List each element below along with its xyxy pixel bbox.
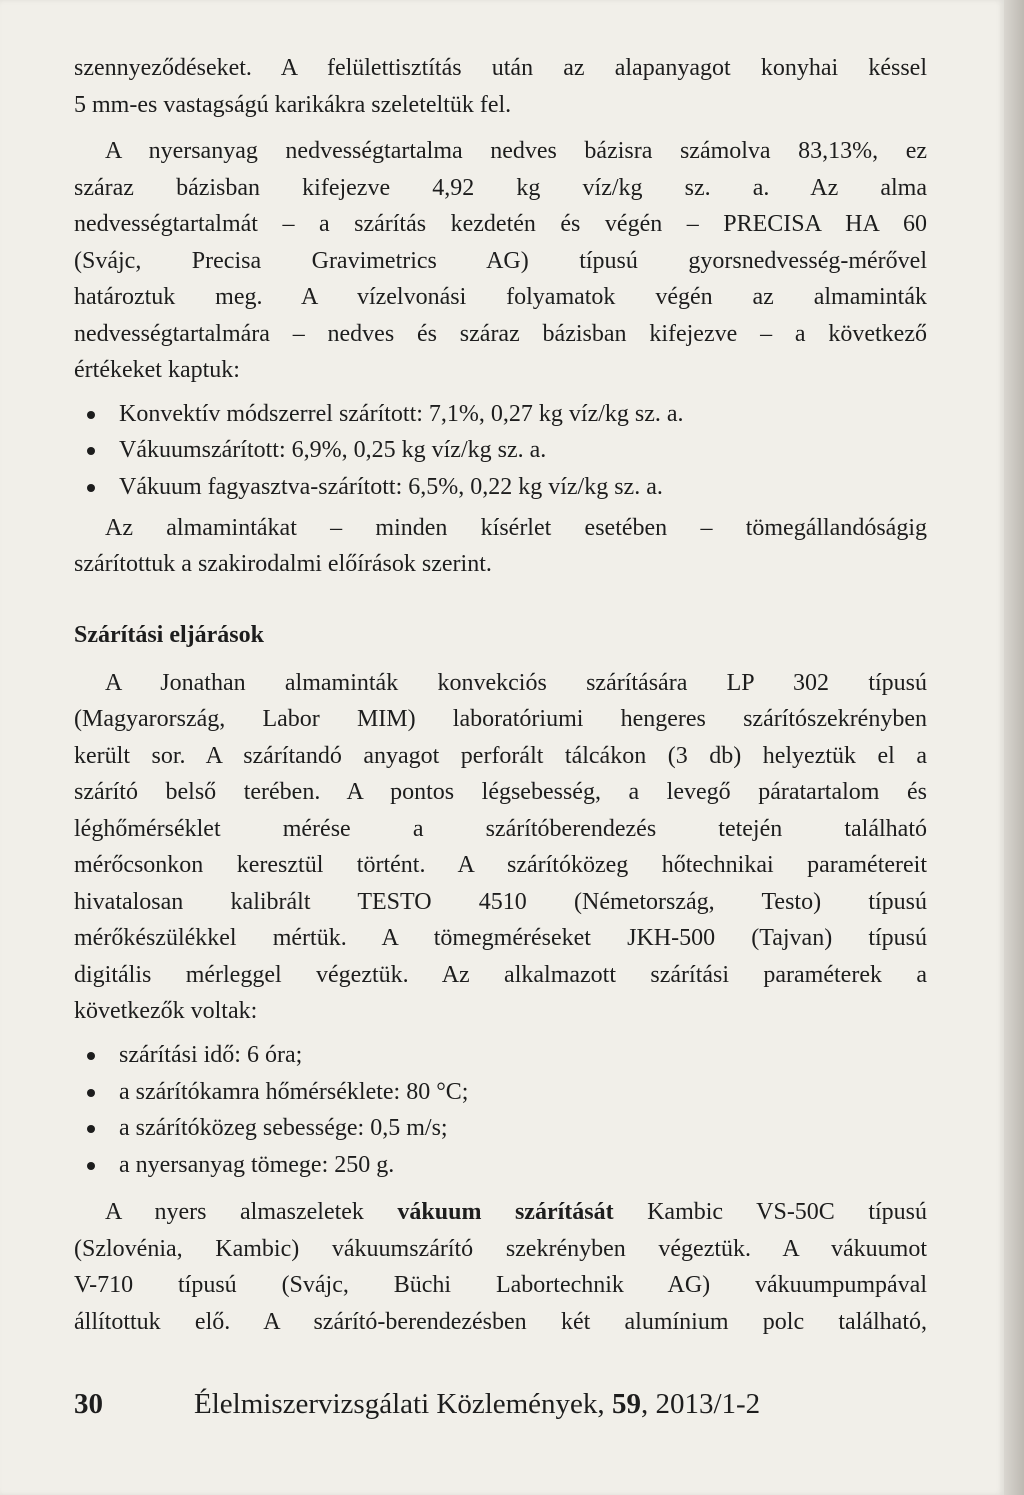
- p2-line-6: nedvességtartalmára – nedves és száraz bázisban kifejezve – a következő: [74, 320, 927, 347]
- bullet-icon: [87, 1089, 95, 1097]
- list-item-text: szárítási idő: 6 óra;: [119, 1041, 303, 1068]
- page-edge: [1004, 0, 1024, 1495]
- list-item: [74, 432, 927, 469]
- p2-line-4: (Svájc, Precisa Gravimetrics AG) típusú gyorsnedvesség-mérővel: [74, 247, 927, 274]
- list-item: [74, 1147, 927, 1184]
- journal-issue: , 2013/1-2: [640, 1388, 761, 1420]
- list-item-text: Vákuumszárított: 6,9%, 0,25 kg víz/kg sz. a.: [119, 437, 547, 464]
- page-number: 30: [74, 1388, 103, 1420]
- p4-line-6: mérőcsonkon keresztül történt. A szárítóközeg hőtechnikai paramétereit: [74, 852, 927, 879]
- bullet-icon: [87, 484, 95, 492]
- list-item: [74, 1037, 927, 1074]
- p5-line-1: [74, 1194, 927, 1231]
- list-item-text: a szárítóközeg sebessége: 0,5 m/s;: [119, 1115, 448, 1142]
- p4-line-9: digitális mérleggel végeztük. Az alkalmazott szárítási paraméterek a: [74, 961, 927, 988]
- p2-line-5: határoztuk meg. A vízelvonási folyamatok végén az almaminták: [74, 284, 927, 310]
- bullet-icon: [87, 447, 95, 455]
- p5-text-after: Kambic VS-50C típusú: [613, 1199, 927, 1226]
- bullet-icon: [87, 1162, 95, 1170]
- page-footer: [74, 1388, 927, 1421]
- p5-text-before: A nyers almaszeletek: [105, 1199, 398, 1226]
- journal-name: Élelmiszervizsgálati Közlemények,: [194, 1388, 612, 1420]
- journal-volume: 59: [611, 1388, 641, 1420]
- list-item: [74, 396, 927, 433]
- text-column: [74, 50, 927, 1340]
- list-item: [74, 1074, 927, 1111]
- p4-line-8: mérőkészülékkel mértük. A tömegméréseket JKH-500 (Tajvan) típusú: [74, 925, 927, 952]
- p4-line-7: hivatalosan kalibrált TESTO 4510 (Németország, Testo) típusú: [74, 888, 927, 915]
- p1-line-2: 5 mm-es vastagságú karikákra szeleteltük fel.: [74, 91, 512, 118]
- p3-line-1: Az almamintákat – minden kísérlet esetében – tömegállandóságig: [105, 514, 927, 541]
- list-item-text: Vákuum fagyasztva-szárított: 6,5%, 0,22 kg víz/kg sz. a.: [119, 474, 663, 501]
- p2-line-3: nedvességtartalmát – a szárítás kezdetén és végén – PRECISA HA 60: [74, 211, 927, 237]
- p2-line-1: A nyersanyag nedvességtartalma nedves bázisra számolva 83,13%, ez: [105, 138, 927, 164]
- p4-line-4: szárító belső terében. A pontos légsebesség, a levegő páratartalom és: [74, 779, 927, 806]
- list-item: [74, 1110, 927, 1147]
- p5-line-3: V-710 típusú (Svájc, Büchi Labortechnik AG) vákuumpumpával: [74, 1272, 927, 1299]
- p4-line-10: következők voltak:: [74, 998, 258, 1025]
- drying-parameters-list: [74, 1037, 927, 1184]
- moisture-results-list: [74, 396, 927, 506]
- p4-line-2: (Magyarország, Labor MIM) laboratóriumi hengeres szárítószekrényben: [74, 706, 927, 733]
- p2-line-7: értékeket kaptuk:: [74, 357, 240, 383]
- p4-line-1: A Jonathan almaminták konvekciós szárítására LP 302 típusú: [105, 669, 927, 696]
- bullet-icon: [87, 1125, 95, 1133]
- list-item-text: Konvektív módszerrel szárított: 7,1%, 0,27 kg víz/kg sz. a.: [119, 400, 684, 427]
- p5-text-bold: vákuum szárítását: [397, 1199, 614, 1226]
- bullet-icon: [87, 1052, 95, 1060]
- p4-line-3: került sor. A szárítandó anyagot perforált tálcákon (3 db) helyeztük el a: [74, 742, 927, 769]
- bullet-icon: [87, 411, 95, 419]
- p2-line-2: száraz bázisban kifejezve 4,92 kg víz/kg sz. a. Az alma: [74, 174, 927, 201]
- section-heading: Szárítási eljárások: [74, 621, 264, 648]
- list-item-text: a szárítókamra hőmérséklete: 80 °C;: [119, 1078, 469, 1105]
- p5-line-2: (Szlovénia, Kambic) vákuumszárító szekrényben végeztük. A vákuumot: [74, 1235, 927, 1262]
- p1-line-1: szennyeződéseket. A felülettisztítás után az alapanyagot konyhai késsel: [74, 55, 927, 81]
- list-item-text: a nyersanyag tömege: 250 g.: [119, 1152, 395, 1179]
- p5-line-4: állítottuk elő. A szárító-berendezésben két alumínium polc található,: [74, 1308, 927, 1335]
- p3-line-2: szárítottuk a szakirodalmi előírások szerint.: [74, 551, 492, 578]
- p4-line-5: léghőmérséklet mérése a szárítóberendezés tetején található: [74, 815, 927, 842]
- list-item: [74, 469, 927, 506]
